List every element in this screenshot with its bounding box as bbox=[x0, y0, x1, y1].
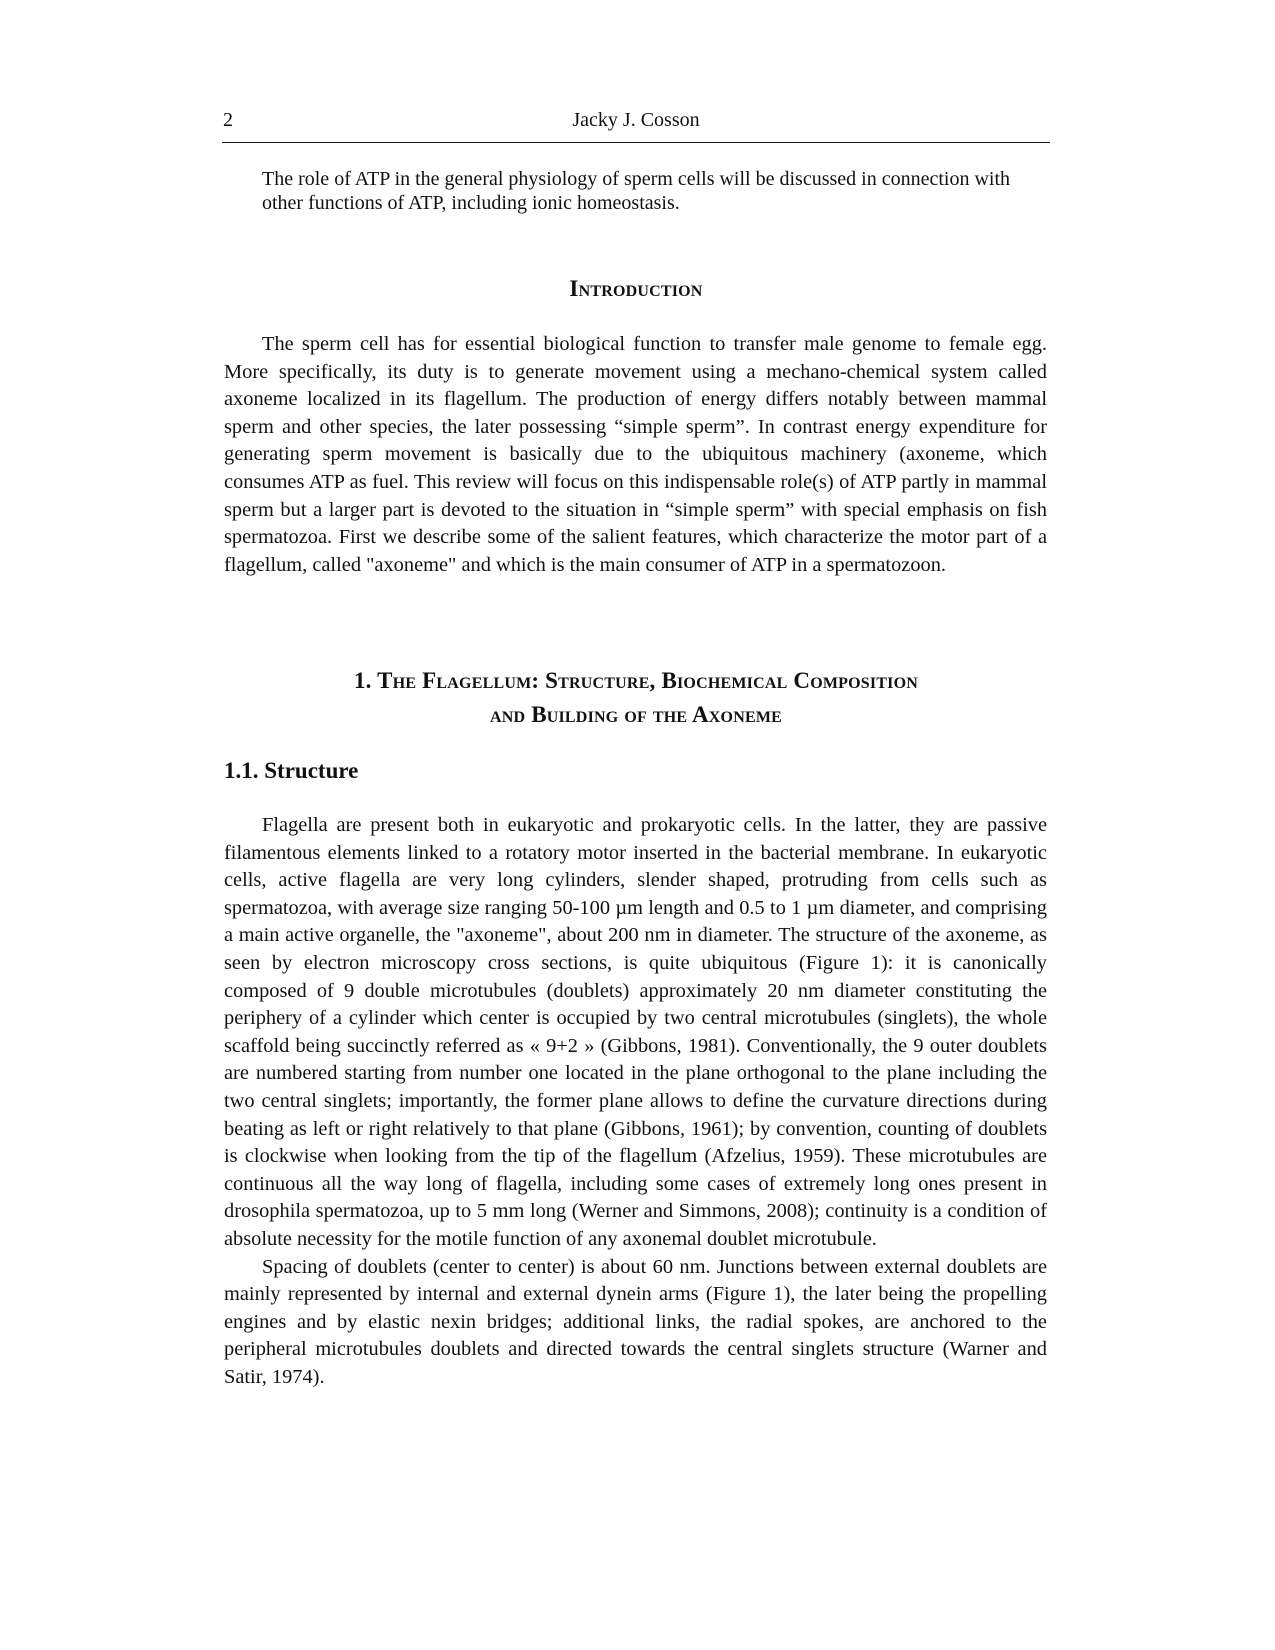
structure-paragraph-1: Flagella are present both in eukaryotic and prokaryotic cells. In the latter, they are passive filamentous elements linked to a rotatory motor inserted in the bacterial membrane. In eukaryotic cells, active flagella are very long cylinders, slender shaped, protruding from cells such as spermatozoa, with average size ranging 50-100 µm length and 0.5 to 1 µm diameter, and comprising a main active organelle, the "axoneme", about 200 nm in diameter. The structure of the axoneme, as seen by electron microscopy cross sections, is quite ubiquitous (Figure 1): it is canonically composed of 9 double microtubules (doublets) approximately 20 nm diameter constituting the periphery of a cylinder which center is occupied by two central microtubules (singlets), the whole scaffold being succinctly referred as « 9+2 » (Gibbons, 1981). Conventionally, the 9 outer doublets are numbered starting from number one located in the plane orthogonal to the plane including the two central singlets; importantly, the former plane allows to define the curvature directions during beating as left or right relatively to that plane (Gibbons, 1961); by convention, counting of doublets is clockwise when looking from the tip of the flagellum (Afzelius, 1959). These microtubules are continuous all the way long of flagella, including some cases of extremely long ones present in drosophila spermatozoa, up to 5 mm long (Werner and Simmons, 2008); continuity is a condition of absolute necessity for the motile function of any axonemal doublet microtubule. bbox=[224, 814, 1047, 1250]
introduction-body bbox=[224, 331, 1047, 579]
page-number: 2 bbox=[223, 109, 233, 131]
subsection-1-1-heading: 1.1. Structure bbox=[224, 758, 359, 783]
running-header bbox=[222, 106, 1050, 140]
section-1-heading-line-1: 1. The Flagellum: Structure, Biochemical Composition bbox=[353, 668, 919, 693]
structure-body bbox=[224, 812, 1047, 1391]
structure-paragraph-2: Spacing of doublets (center to center) is about 60 nm. Junctions between external doublets are mainly represented by internal and external dynein arms (Figure 1), the later being the propelling engines and by elastic nexin bridges; additional links, the radial spokes, are anchored to the peripheral microtubules doublets and directed towards the central singlets structure (Warner and Satir, 1974). bbox=[224, 1255, 1047, 1388]
abstract-continuation: The role of ATP in the general physiology of sperm cells will be discussed in connection with other functions of ATP, including ionic homeostasis. bbox=[262, 168, 1010, 214]
header-rule bbox=[222, 142, 1050, 143]
section-1-heading-line-2: and Building of the Axoneme bbox=[490, 702, 782, 727]
section-1-heading bbox=[222, 664, 1050, 732]
running-author: Jacky J. Cosson bbox=[572, 109, 700, 131]
introduction-heading: Introduction bbox=[569, 276, 703, 301]
introduction-paragraph: The sperm cell has for essential biological function to transfer male genome to female egg. More specifically, its duty is to generate movement using a mechano-chemical system called axoneme localized in its flagellum. The production of energy differs notably between mammal sperm and other species, the later possessing “simple sperm”. In contrast energy expenditure for generating sperm movement is basically due to the ubiquitous machinery (axoneme, which consumes ATP as fuel. This review will focus on this indispensable role(s) of ATP partly in mammal sperm but a larger part is devoted to the situation in “simple sperm” with special emphasis on fish spermatozoa. First we describe some of the salient features, which characterize the motor part of a flagellum, called "axoneme" and which is the main consumer of ATP in a spermatozoon. bbox=[224, 333, 1047, 576]
